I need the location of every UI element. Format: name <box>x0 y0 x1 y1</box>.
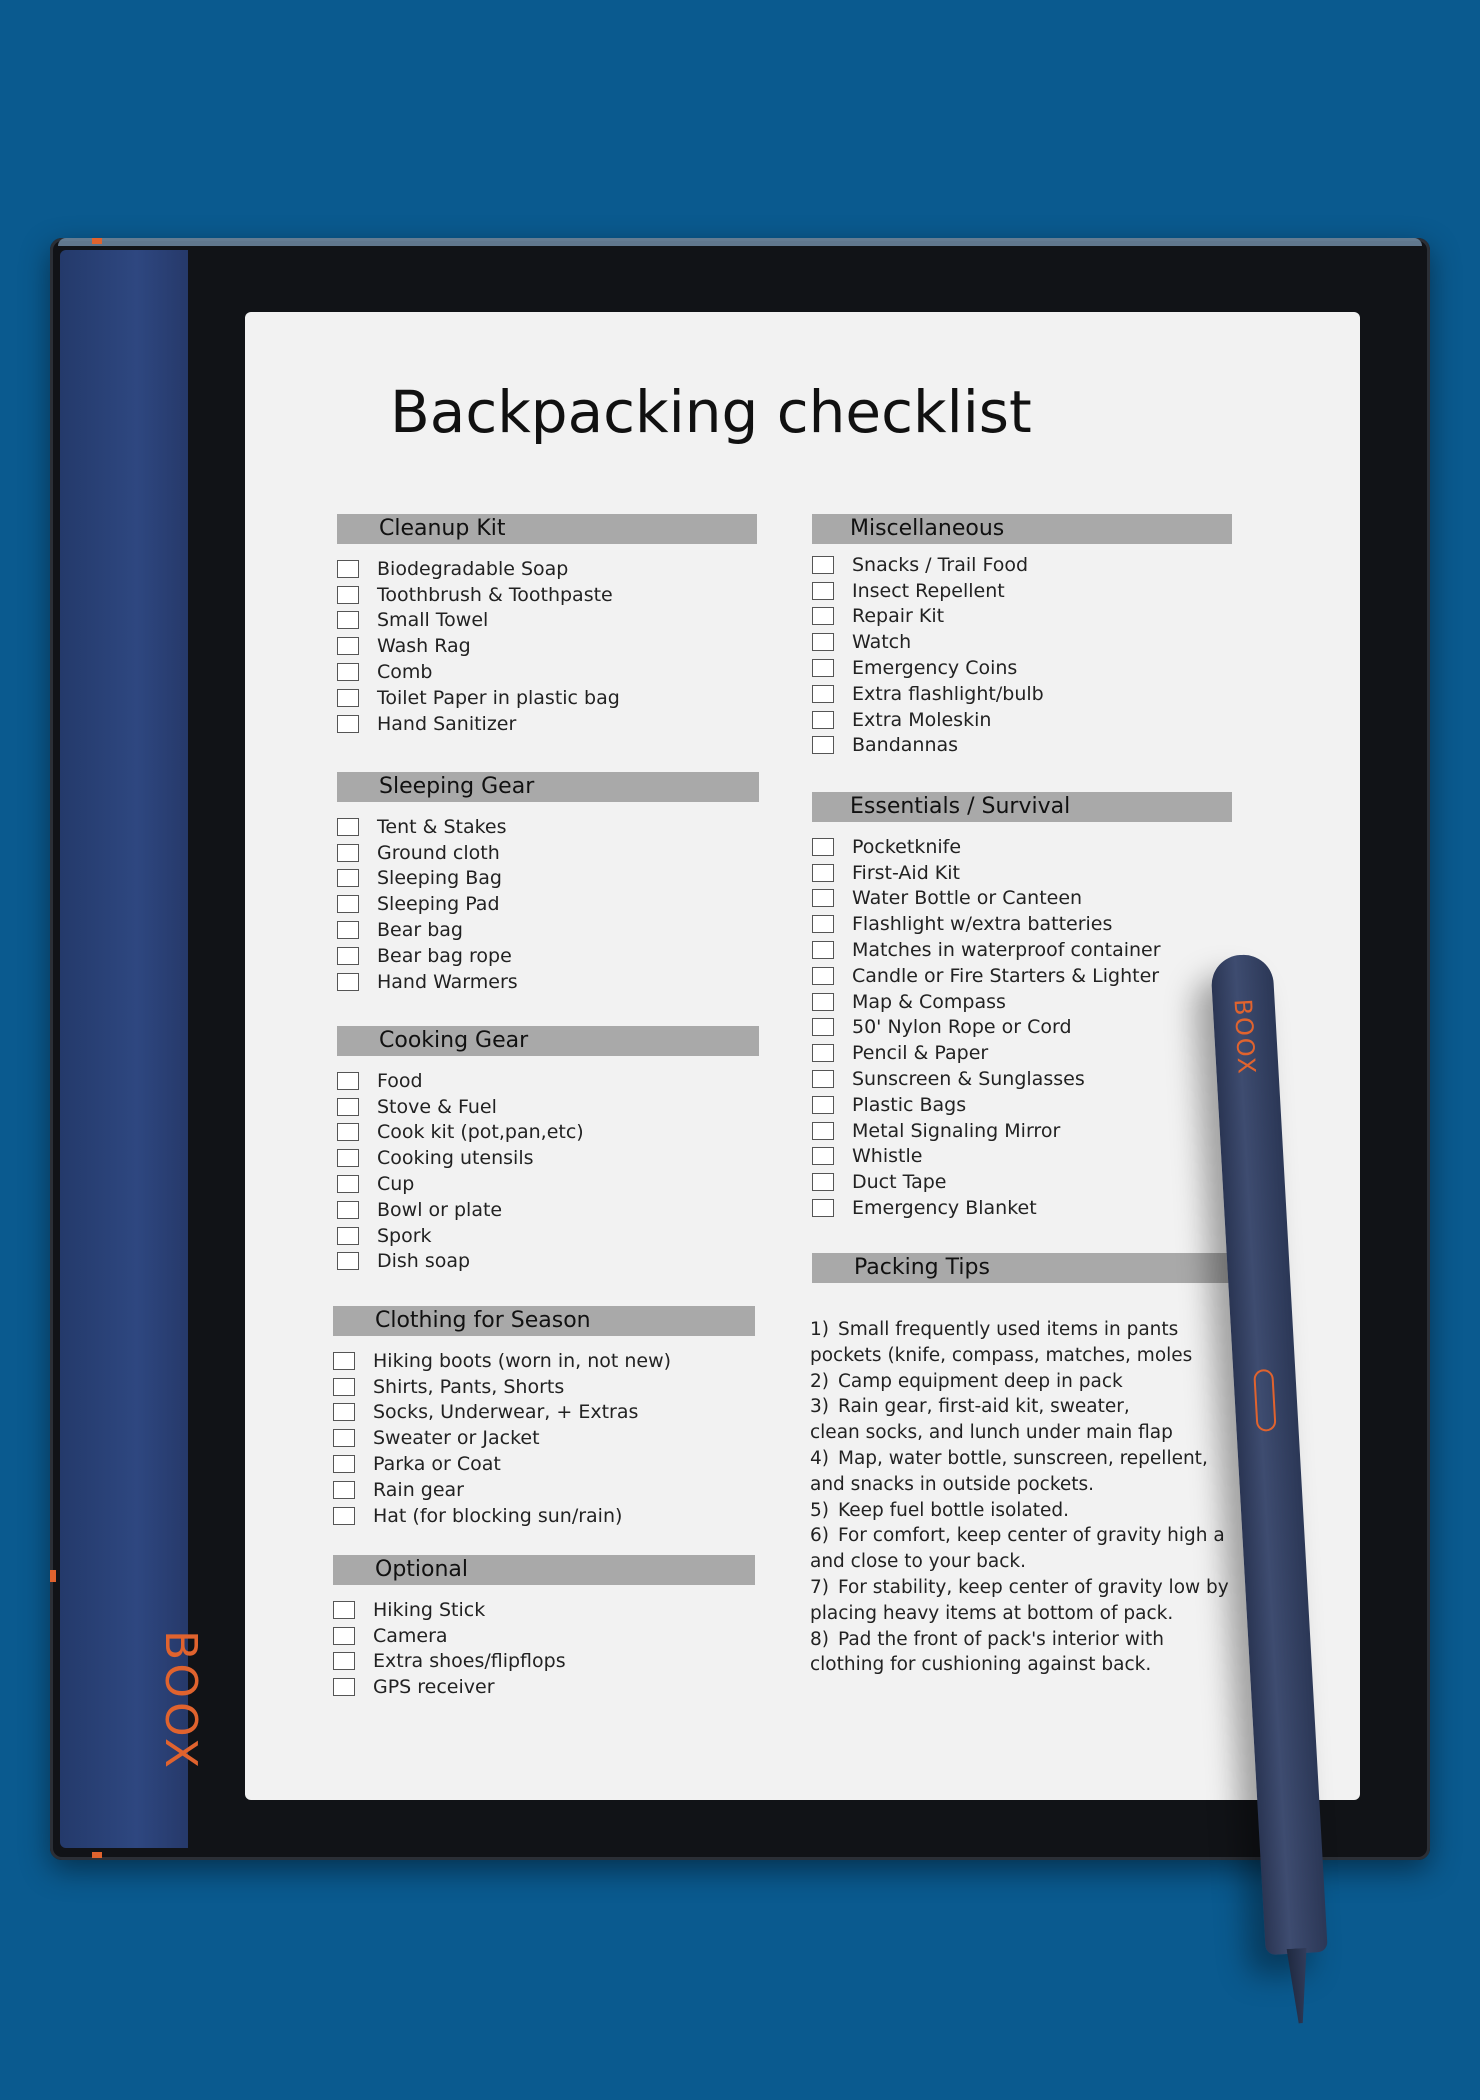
packing-tip-line <box>810 1549 1230 1575</box>
packing-tip-line <box>810 1472 1230 1498</box>
checklist-item-label: Plastic Bags <box>852 1093 967 1116</box>
checkbox[interactable] <box>812 556 834 574</box>
checkbox[interactable] <box>337 1098 359 1116</box>
checkbox[interactable] <box>337 1175 359 1193</box>
checklist-item <box>333 1623 755 1649</box>
packing-tip-line <box>810 1523 1230 1549</box>
checklist-item <box>337 943 759 969</box>
checkbox[interactable] <box>337 715 359 733</box>
checkbox[interactable] <box>337 611 359 629</box>
packing-tip-line <box>810 1394 1230 1420</box>
checkbox[interactable] <box>337 869 359 887</box>
checklist-item <box>337 1223 759 1249</box>
tip-number: 6) <box>810 1525 829 1547</box>
checkbox[interactable] <box>337 1072 359 1090</box>
checkbox[interactable] <box>812 1199 834 1217</box>
checklist-item-label: Comb <box>377 661 433 684</box>
checklist-item <box>337 556 757 582</box>
checklist-item-label: Bear bag rope <box>377 944 512 967</box>
checklist-item-label: Metal Signaling Mirror <box>852 1119 1061 1142</box>
checkbox[interactable] <box>337 895 359 913</box>
checklist-item-label: First-Aid Kit <box>852 861 960 884</box>
packing-tip-line <box>810 1627 1230 1653</box>
checklist-item <box>337 1145 759 1171</box>
section-header: Essentials / Survival <box>812 792 1232 822</box>
tip-number: 7) <box>810 1576 829 1598</box>
checkbox[interactable] <box>337 921 359 939</box>
checklist-item <box>333 1674 755 1700</box>
checklist-item-label: Map & Compass <box>852 990 1006 1013</box>
section-cooking-gear <box>337 1026 759 1274</box>
tip-text: Map, water bottle, sunscreen, repellent, <box>838 1447 1208 1469</box>
checkbox[interactable] <box>812 941 834 959</box>
checklist-item-label: Bandannas <box>852 734 959 757</box>
checkbox[interactable] <box>333 1652 355 1670</box>
checkbox[interactable] <box>812 1070 834 1088</box>
checkbox[interactable] <box>812 736 834 754</box>
checkbox[interactable] <box>812 1018 834 1036</box>
tip-text: Camp equipment deep in pack <box>838 1370 1123 1392</box>
checkbox[interactable] <box>333 1507 355 1525</box>
checklist-item <box>337 891 759 917</box>
checklist-item-label: Duct Tape <box>852 1171 947 1194</box>
checklist-item-label: Toilet Paper in plastic bag <box>377 686 620 709</box>
checkbox[interactable] <box>337 1201 359 1219</box>
checklist-item-label: Hat (for blocking sun/rain) <box>373 1504 623 1527</box>
checkbox[interactable] <box>337 560 359 578</box>
accent-mark <box>92 1852 102 1858</box>
checklist-item <box>333 1477 755 1503</box>
checklist-item-label: Water Bottle or Canteen <box>852 887 1083 910</box>
checkbox[interactable] <box>812 582 834 600</box>
checkbox[interactable] <box>333 1455 355 1473</box>
checkbox[interactable] <box>333 1429 355 1447</box>
checkbox[interactable] <box>337 947 359 965</box>
checklist-item-label: Bowl or plate <box>377 1198 503 1221</box>
tip-number: 3) <box>810 1396 829 1418</box>
checklist-item-label: Hiking boots (worn in, not new) <box>373 1349 672 1372</box>
checklist-item <box>812 629 1232 655</box>
checklist-item <box>337 969 759 995</box>
checklist-item-label: Hiking Stick <box>373 1598 486 1621</box>
tip-text: and close to your back. <box>810 1551 1026 1573</box>
pen-tip <box>1287 1948 1311 2024</box>
checklist-item <box>812 1118 1232 1144</box>
checkbox[interactable] <box>812 864 834 882</box>
section-cleanup-kit <box>337 514 757 737</box>
checklist-item-label: Flashlight w/extra batteries <box>852 913 1113 936</box>
checklist-item-label: 50' Nylon Rope or Cord <box>852 1016 1072 1039</box>
checklist-item-label: Small Towel <box>377 609 489 632</box>
checklist-item-label: Rain gear <box>373 1478 464 1501</box>
checkbox[interactable] <box>812 659 834 677</box>
checklist-item-label: Emergency Coins <box>852 657 1018 680</box>
checklist-item <box>333 1425 755 1451</box>
checklist-item-label: Watch <box>852 631 912 654</box>
checklist-item-label: Candle or Fire Starters & Lighter <box>852 964 1160 987</box>
checklist-item-label: Sleeping Pad <box>377 893 500 916</box>
section-header: Sleeping Gear <box>337 772 759 802</box>
checkbox[interactable] <box>812 1147 834 1165</box>
checklist-item <box>333 1649 755 1675</box>
checkbox[interactable] <box>812 685 834 703</box>
pen-boox-logo: BOOX <box>1228 998 1261 1077</box>
checklist-item-label: Biodegradable Soap <box>377 557 569 580</box>
packing-tip-line <box>810 1601 1230 1627</box>
checkbox[interactable] <box>337 844 359 862</box>
checklist-item <box>337 659 757 685</box>
checklist-item <box>812 655 1232 681</box>
checklist-item <box>337 1120 759 1146</box>
checklist-item-label: Hand Sanitizer <box>377 712 517 735</box>
checklist-item-label: Cook kit (pot,pan,etc) <box>377 1121 584 1144</box>
checkbox[interactable] <box>333 1678 355 1696</box>
checklist-item-label: Pocketknife <box>852 835 962 858</box>
checklist-item-label: Socks, Underwear, + Extras <box>373 1401 639 1424</box>
checklist-item <box>812 963 1232 989</box>
pen-button <box>1253 1369 1276 1432</box>
tip-number: 2) <box>810 1370 829 1392</box>
tip-number: 4) <box>810 1447 829 1469</box>
section-miscellaneous <box>812 514 1232 758</box>
checklist-item-label: Matches in waterproof container <box>852 939 1161 962</box>
checklist-item <box>812 1195 1232 1221</box>
checkbox[interactable] <box>337 637 359 655</box>
packing-tip-line <box>810 1420 1230 1446</box>
section-sleeping-gear <box>337 772 759 995</box>
section-clothing <box>333 1306 755 1529</box>
boox-logo: BOOX <box>155 1630 206 1773</box>
checkbox[interactable] <box>812 607 834 625</box>
checkbox[interactable] <box>812 711 834 729</box>
checklist-item-label: Spork <box>377 1224 432 1247</box>
accent-mark <box>92 238 102 244</box>
checklist-item-label: Wash Rag <box>377 635 471 658</box>
tip-text: placing heavy items at bottom of pack. <box>810 1602 1174 1624</box>
checklist-item-label: Ground cloth <box>377 841 500 864</box>
checklist-item-label: Insect Repellent <box>852 579 1005 602</box>
checklist-item <box>812 1066 1232 1092</box>
tip-text: clean socks, and lunch under main flap <box>810 1422 1173 1444</box>
checklist-item <box>337 608 757 634</box>
page-title: Backpacking checklist <box>390 378 1032 446</box>
checklist-item <box>337 866 759 892</box>
checklist-item-label: Snacks / Trail Food <box>852 553 1029 576</box>
tip-text: Small frequently used items in pants <box>838 1319 1179 1340</box>
tip-text: Pad the front of pack's interior with <box>838 1628 1164 1650</box>
checkbox[interactable] <box>812 633 834 651</box>
checkbox[interactable] <box>812 1173 834 1191</box>
section-packing-tips <box>812 1253 1232 1283</box>
checklist-item <box>337 685 757 711</box>
packing-tip-line <box>810 1575 1230 1601</box>
checkbox[interactable] <box>812 889 834 907</box>
checkbox[interactable] <box>333 1403 355 1421</box>
device-spine <box>60 250 206 1848</box>
checklist-item <box>812 552 1232 578</box>
checklist-item <box>812 911 1232 937</box>
checklist-item-label: Sleeping Bag <box>377 867 502 890</box>
tip-text: Rain gear, first-aid kit, sweater, <box>838 1396 1130 1418</box>
tip-number: 5) <box>810 1499 829 1521</box>
checklist-item <box>812 1015 1232 1041</box>
checklist-item <box>337 1094 759 1120</box>
section-header: Cooking Gear <box>337 1026 759 1056</box>
checklist-item <box>337 840 759 866</box>
checklist-item <box>337 1197 759 1223</box>
checklist-item-label: Extra Moleskin <box>852 708 992 731</box>
checklist-item-label: Sunscreen & Sunglasses <box>852 1068 1085 1091</box>
tip-text: and snacks in outside pockets. <box>810 1473 1095 1495</box>
checklist-item <box>337 1171 759 1197</box>
packing-tip-line <box>810 1498 1230 1524</box>
packing-tip-line <box>810 1652 1230 1678</box>
checklist-item-label: Dish soap <box>377 1250 471 1273</box>
checklist-item-label: Camera <box>373 1624 448 1647</box>
checklist-item <box>812 578 1232 604</box>
section-header: Optional <box>333 1555 755 1585</box>
checklist-item-label: Repair Kit <box>852 605 945 628</box>
checklist-item <box>812 1040 1232 1066</box>
checkbox[interactable] <box>812 967 834 985</box>
checklist-item <box>812 681 1232 707</box>
checkbox[interactable] <box>337 818 359 836</box>
checklist-item-label: Tent & Stakes <box>377 815 507 838</box>
checkbox[interactable] <box>337 1149 359 1167</box>
section-essentials <box>812 792 1232 1221</box>
checklist-item-label: Cup <box>377 1173 415 1196</box>
tip-text: Keep fuel bottle isolated. <box>838 1499 1070 1521</box>
tip-number: 8) <box>810 1628 829 1650</box>
checklist-item <box>337 1249 759 1275</box>
checklist-item <box>337 633 757 659</box>
checkbox[interactable] <box>337 1123 359 1141</box>
checklist-item <box>333 1503 755 1529</box>
tip-text: For comfort, keep center of gravity high a <box>838 1525 1225 1547</box>
checklist-item <box>333 1348 755 1374</box>
checklist-item <box>812 1092 1232 1118</box>
checklist-item <box>812 937 1232 963</box>
checklist-item-label: Extra flashlight/bulb <box>852 682 1044 705</box>
section-header: Miscellaneous <box>812 514 1232 544</box>
checklist-item <box>337 1068 759 1094</box>
packing-tip-line <box>810 1343 1230 1369</box>
checkbox[interactable] <box>337 663 359 681</box>
checklist-item <box>812 604 1232 630</box>
checklist-item <box>812 733 1232 759</box>
checkbox[interactable] <box>337 1252 359 1270</box>
packing-tip-line <box>810 1317 1230 1343</box>
checkbox[interactable] <box>337 586 359 604</box>
checklist-item-label: Food <box>377 1069 423 1092</box>
checkbox[interactable] <box>812 993 834 1011</box>
power-button <box>50 1570 56 1582</box>
checklist-item <box>337 582 757 608</box>
checklist-item-label: Toothbrush & Toothpaste <box>377 583 613 606</box>
checklist-item-label: Whistle <box>852 1145 923 1168</box>
checkbox[interactable] <box>812 1122 834 1140</box>
section-header: Packing Tips <box>812 1253 1232 1283</box>
checklist-item-label: Sweater or Jacket <box>373 1427 540 1450</box>
device-top-edge <box>58 238 1422 246</box>
checkbox[interactable] <box>333 1481 355 1499</box>
checklist-item-label: GPS receiver <box>373 1676 495 1699</box>
section-header: Clothing for Season <box>333 1306 755 1336</box>
checklist-item-label: Bear bag <box>377 919 463 942</box>
checklist-item <box>812 1169 1232 1195</box>
checklist-item <box>812 707 1232 733</box>
checklist-item <box>333 1400 755 1426</box>
checklist-item-label: Cooking utensils <box>377 1147 534 1170</box>
checkbox[interactable] <box>333 1627 355 1645</box>
checkbox[interactable] <box>333 1352 355 1370</box>
checkbox[interactable] <box>333 1378 355 1396</box>
checkbox[interactable] <box>812 915 834 933</box>
checkbox[interactable] <box>333 1601 355 1619</box>
checkbox[interactable] <box>337 1227 359 1245</box>
checklist-item <box>337 814 759 840</box>
checkbox[interactable] <box>812 1044 834 1062</box>
checklist-item <box>812 834 1232 860</box>
section-header: Cleanup Kit <box>337 514 757 544</box>
tip-text: pockets (knife, compass, matches, moles <box>810 1344 1193 1366</box>
checkbox[interactable] <box>337 689 359 707</box>
packing-tip-line <box>810 1369 1230 1395</box>
checklist-item <box>333 1451 755 1477</box>
checkbox[interactable] <box>812 1096 834 1114</box>
tip-text: clothing for cushioning against back. <box>810 1654 1152 1676</box>
checklist-item-label: Emergency Blanket <box>852 1197 1037 1220</box>
document-page <box>245 312 1360 1800</box>
packing-tips-list <box>810 1317 1230 1678</box>
checklist-item-label: Pencil & Paper <box>852 1042 989 1065</box>
checkbox[interactable] <box>337 973 359 991</box>
section-optional <box>333 1555 755 1700</box>
checklist-item <box>337 917 759 943</box>
checklist-item <box>812 860 1232 886</box>
tip-text: For stability, keep center of gravity low by <box>838 1576 1229 1598</box>
checklist-item-label: Shirts, Pants, Shorts <box>373 1375 565 1398</box>
checklist-item <box>812 989 1232 1015</box>
checklist-item <box>333 1597 755 1623</box>
checklist-item-label: Extra shoes/flipflops <box>373 1650 566 1673</box>
packing-tip-line <box>810 1446 1230 1472</box>
checkbox[interactable] <box>812 838 834 856</box>
checklist-item <box>337 711 757 737</box>
tip-number: 1) <box>810 1319 829 1340</box>
checklist-item-label: Parka or Coat <box>373 1453 501 1476</box>
checklist-item-label: Stove & Fuel <box>377 1095 497 1118</box>
checklist-item-label: Hand Warmers <box>377 970 518 993</box>
checklist-item <box>812 1144 1232 1170</box>
checklist-item <box>812 886 1232 912</box>
checklist-item <box>333 1374 755 1400</box>
